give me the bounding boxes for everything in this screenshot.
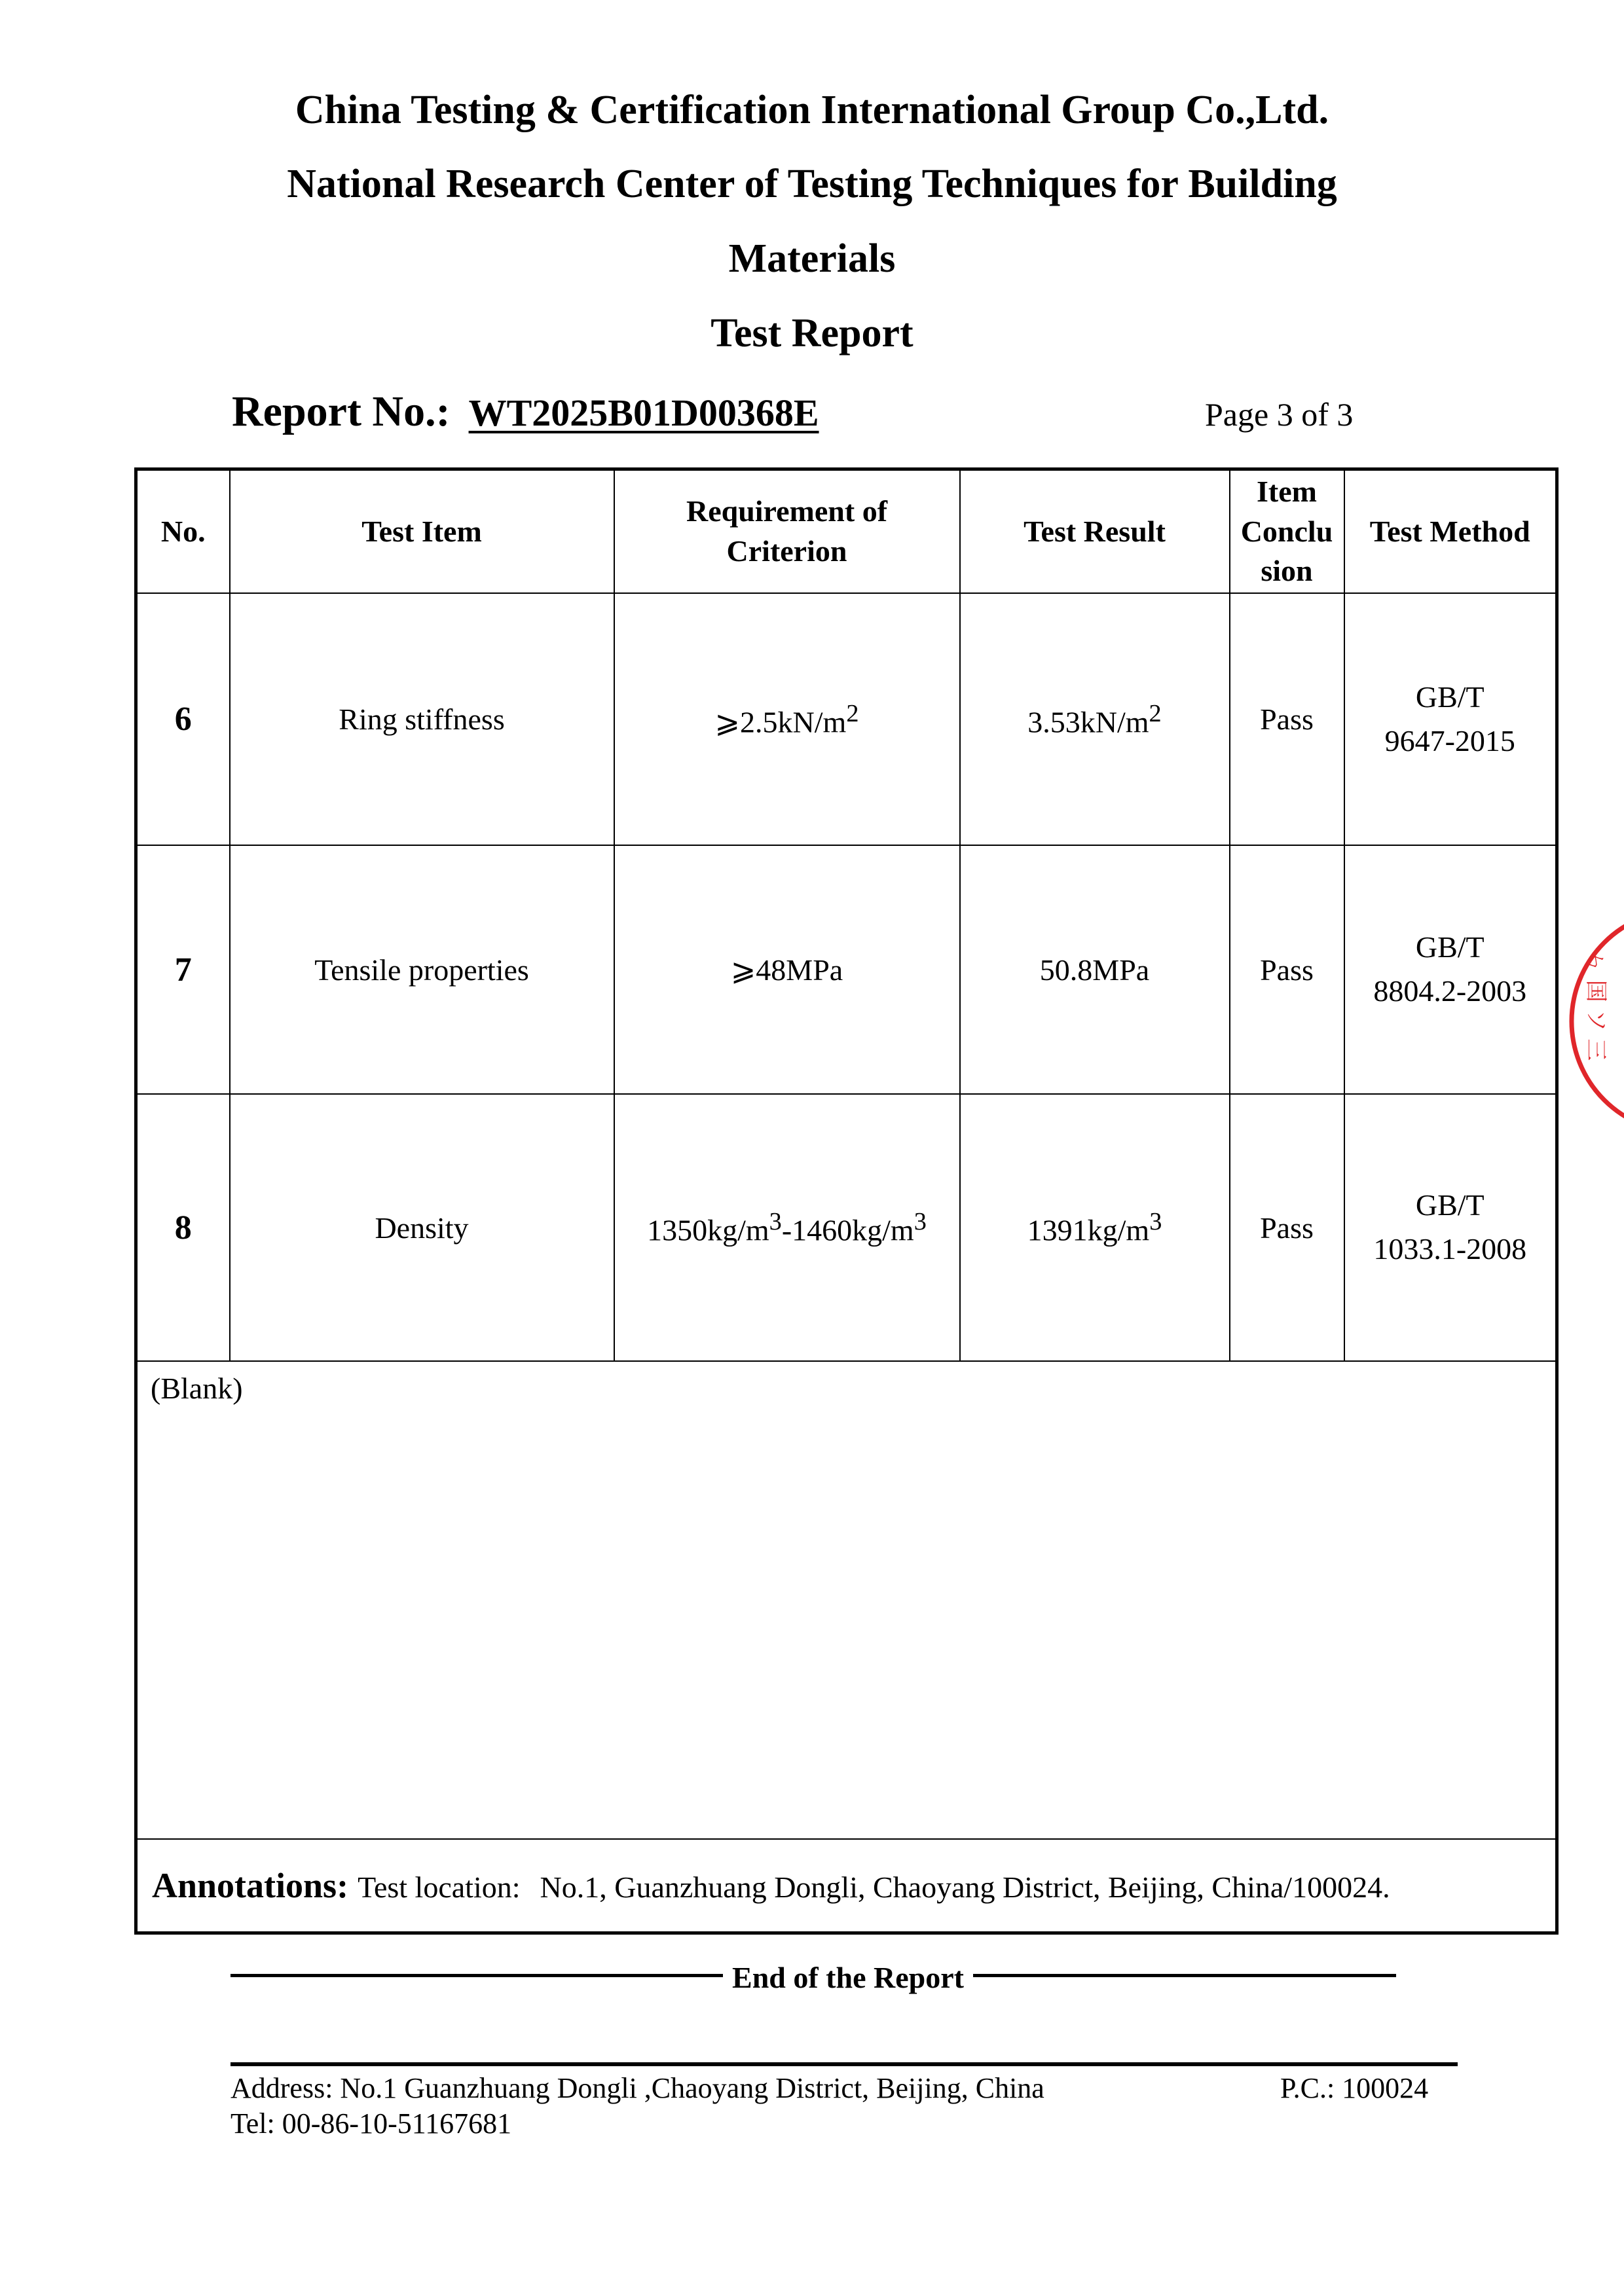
- header-requirement: [614, 469, 960, 594]
- method-line2: 9647-2015: [1384, 723, 1515, 757]
- result-value: 3.53kN/m: [1027, 705, 1149, 739]
- requirement-unit-exponent: 2: [846, 699, 859, 727]
- table-row: [136, 1094, 1557, 1361]
- document-title: Test Report: [710, 311, 913, 355]
- method-line2: 8804.2-2003: [1373, 974, 1527, 1008]
- header-requirement-line2: Criterion: [726, 534, 847, 568]
- header-requirement-line1: Requirement of: [686, 494, 888, 528]
- blank-row: [136, 1361, 1557, 1839]
- row-number: 8: [136, 1094, 230, 1361]
- requirement-max: -1460kg/m: [781, 1213, 914, 1247]
- annotations-cell: [136, 1839, 1557, 1933]
- row-number: 7: [136, 845, 230, 1094]
- row-requirement: ⩾48MPa: [614, 845, 960, 1094]
- annotations-row: [136, 1839, 1557, 1933]
- footer-address: Address: No.1 Guanzhuang Dongli ,Chaoyang District, Beijing, China: [231, 2072, 1044, 2104]
- seal-stamp: [1559, 910, 1624, 1133]
- footer-telephone: Tel: 00-86-10-51167681: [231, 2107, 512, 2140]
- row-test-item: Tensile properties: [230, 845, 614, 1094]
- requirement-value: ⩾2.5kN/m: [714, 705, 847, 739]
- result-unit-exponent: 3: [1149, 1208, 1162, 1236]
- result-value: 1391kg/m: [1027, 1213, 1150, 1247]
- end-of-report: End of the Report: [732, 1961, 964, 1994]
- center-name-line1: National Research Center of Testing Techniques for Building: [287, 162, 1337, 206]
- test-location-label: Test location:: [358, 1870, 521, 1904]
- method-line2: 1033.1-2008: [1373, 1232, 1527, 1266]
- header-conclusion: [1230, 469, 1344, 594]
- header-test-result: Test Result: [960, 469, 1230, 594]
- table-row: [136, 845, 1557, 1094]
- row-test-item: Ring stiffness: [230, 593, 614, 845]
- table-header-row: [136, 469, 1557, 594]
- requirement-min: 1350kg/m: [647, 1213, 769, 1247]
- row-test-item: Density: [230, 1094, 614, 1361]
- end-rule-right: [973, 1974, 1396, 1977]
- center-name-line2: Materials: [728, 236, 896, 281]
- row-conclusion: Pass: [1230, 1094, 1344, 1361]
- row-test-method: [1344, 593, 1557, 845]
- end-rule-left: [231, 1974, 723, 1977]
- footer-postal-code: P.C.: 100024: [1280, 2072, 1429, 2104]
- seal-stamp-graphic: [1559, 910, 1624, 1133]
- report-number-line: [232, 390, 819, 433]
- report-number-label: Report No.:: [232, 388, 451, 435]
- header-conclusion-line2: Conclu: [1240, 514, 1333, 548]
- method-line1: GB/T: [1415, 1188, 1485, 1222]
- header-conclusion-line3: sion: [1261, 554, 1313, 588]
- header-test-item: Test Item: [230, 469, 614, 594]
- report-number-value: WT2025B01D00368E: [468, 392, 819, 434]
- row-test-method: [1344, 1094, 1557, 1361]
- row-test-method: [1344, 845, 1557, 1094]
- row-requirement: [614, 593, 960, 845]
- row-number: 6: [136, 593, 230, 845]
- test-location-value: No.1, Guanzhuang Dongli, Chaoyang District, Beijing, China/100024.: [540, 1870, 1390, 1904]
- method-line1: GB/T: [1415, 680, 1485, 714]
- header-test-method: Test Method: [1344, 469, 1557, 594]
- requirement-min-exponent: 3: [769, 1208, 782, 1236]
- header-conclusion-line1: Item: [1257, 474, 1317, 508]
- row-requirement: [614, 1094, 960, 1361]
- row-test-result: 50.8MPa: [960, 845, 1230, 1094]
- method-line1: GB/T: [1415, 930, 1485, 964]
- footer-rule: [231, 2062, 1458, 2066]
- row-conclusion: Pass: [1230, 845, 1344, 1094]
- row-test-result: [960, 593, 1230, 845]
- company-name: China Testing & Certification International Group Co.,Ltd.: [295, 88, 1329, 132]
- result-unit-exponent: 2: [1149, 699, 1162, 727]
- blank-cell: (Blank): [136, 1361, 1557, 1839]
- row-test-result: [960, 1094, 1230, 1361]
- annotations-label: Annotations:: [152, 1866, 349, 1905]
- requirement-max-exponent: 3: [913, 1208, 927, 1236]
- results-table: [134, 467, 1559, 1935]
- header-no: No.: [136, 469, 230, 594]
- svg-text:ㄣ 国 ソ 三: ㄣ 国 ソ 三: [1583, 951, 1609, 1061]
- seal-stamp-lettering: [1583, 951, 1609, 1061]
- table-row: [136, 593, 1557, 845]
- page-indicator: Page 3 of 3: [1205, 396, 1354, 433]
- row-conclusion: Pass: [1230, 593, 1344, 845]
